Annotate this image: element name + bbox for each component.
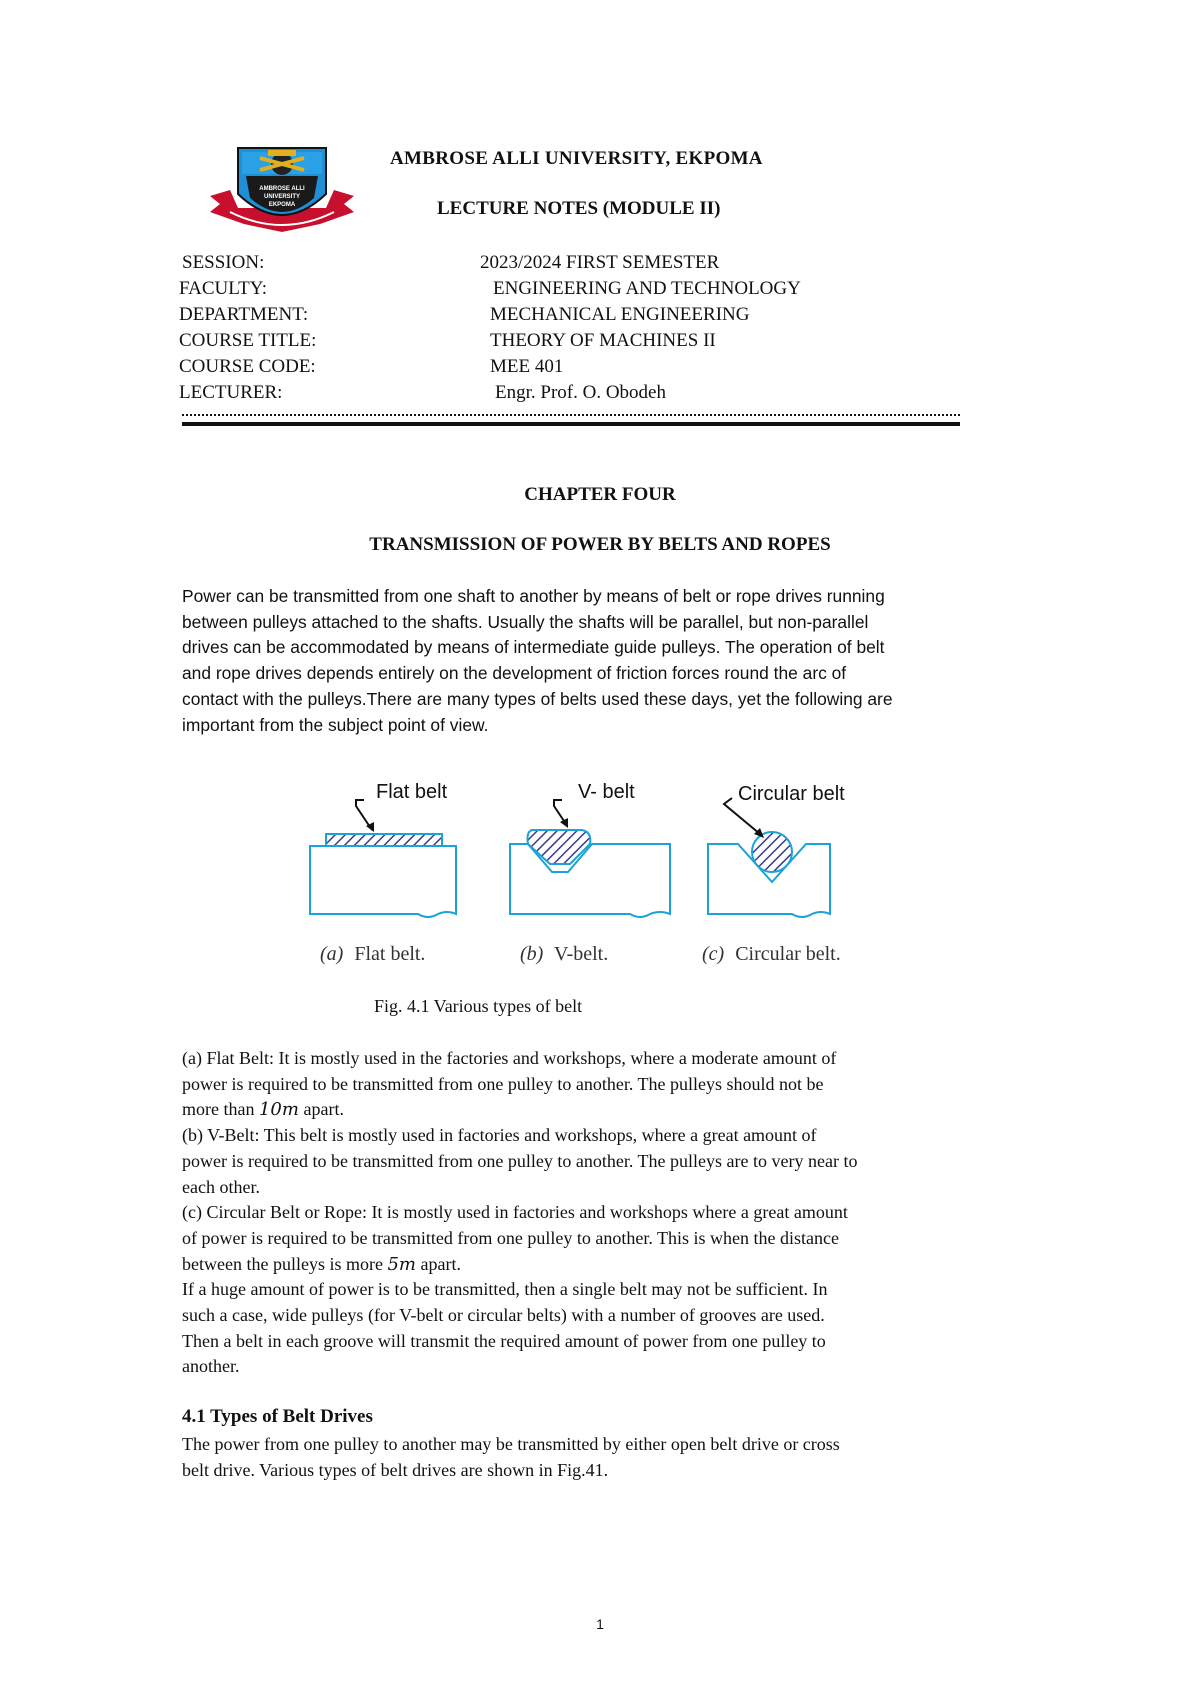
text-line: each other. xyxy=(182,1176,260,1197)
meta-value: MEE 401 xyxy=(490,356,564,377)
math-expression: 10m xyxy=(258,1099,299,1121)
meta-value: ENGINEERING AND TECHNOLOGY xyxy=(493,278,801,299)
dotted-divider xyxy=(182,414,960,416)
caption-text-a: Flat belt. xyxy=(354,943,426,965)
v-belt-diagram xyxy=(510,800,670,917)
course-info xyxy=(179,250,982,406)
figure-caption: Fig. 4.1 Various types of belt xyxy=(374,996,583,1016)
university-name: AMBROSE ALLI UNIVERSITY, EKPOMA xyxy=(390,148,763,169)
circular-belt-label: Circular belt xyxy=(738,783,845,805)
meta-key: LECTURER: xyxy=(179,382,283,403)
meta-value: MECHANICAL ENGINEERING xyxy=(490,304,750,325)
page-number: 1 xyxy=(596,1616,604,1632)
section-paragraph xyxy=(182,1432,1022,1483)
v-belt-label: V- belt xyxy=(578,781,635,803)
text-line: (b) V-Belt: This belt is mostly used in factories and workshops, where a great amount of xyxy=(182,1125,817,1146)
meta-key: SESSION: xyxy=(182,252,265,273)
meta-key: COURSE TITLE: xyxy=(179,330,317,351)
text-line: of power is required to be transmitted from one pulley to another. This is when the distance xyxy=(182,1227,840,1248)
text-line: contact with the pulleys.There are many types of belts used these days, yet the following are xyxy=(182,688,893,709)
text-line: power is required to be transmitted from one pulley to another. The pulleys should not be xyxy=(182,1073,824,1094)
math-expression: 5m xyxy=(387,1253,416,1275)
meta-row-course-title xyxy=(179,328,982,354)
text-line: between pulleys attached to the shafts. Usually the shafts will be parallel, but non-parallel xyxy=(182,611,869,632)
meta-value: THEORY OF MACHINES II xyxy=(490,330,716,351)
chapter-title: TRANSMISSION OF POWER BY BELTS AND ROPES xyxy=(369,534,831,555)
section-heading: 4.1 Types of Belt Drives xyxy=(182,1406,373,1427)
logo-text-line3: EKPOMA xyxy=(268,202,296,208)
svg-text:(a) Flat belt. xyxy=(320,943,425,965)
text-line: between the pulleys is more 5m apart. xyxy=(182,1253,461,1275)
meta-value: 2023/2024 FIRST SEMESTER xyxy=(480,252,720,273)
logo-text-line1: AMBROSE ALLI xyxy=(259,186,305,192)
meta-value: Engr. Prof. O. Obodeh xyxy=(495,382,666,403)
caption-text-b: V-belt. xyxy=(553,943,609,965)
text-line: power is required to be transmitted from one pulley to another. The pulleys are to very near to xyxy=(182,1150,858,1171)
text-line: important from the subject point of view. xyxy=(182,714,489,735)
belt-types-figure xyxy=(300,770,920,970)
meta-row-faculty xyxy=(179,276,982,302)
text-line: The power from one pulley to another may be transmitted by either open belt drive or cross xyxy=(182,1434,840,1454)
intro-paragraph xyxy=(182,584,1022,738)
flat-belt-diagram xyxy=(310,800,456,917)
meta-row-session xyxy=(182,250,982,276)
text-line: more than 10m apart. xyxy=(182,1099,344,1121)
university-logo xyxy=(208,138,356,240)
text-line: belt drive. Various types of belt drives are shown in Fig.41. xyxy=(182,1459,609,1480)
meta-row-course-code xyxy=(179,354,982,380)
text-line: such a case, wide pulleys (for V-belt or circular belts) with a number of grooves are used. xyxy=(182,1305,825,1326)
caption-text-c: Circular belt. xyxy=(735,943,841,965)
meta-row-lecturer xyxy=(179,380,982,406)
text-line: (c) Circular Belt or Rope: It is mostly used in factories and workshops where a great amount xyxy=(182,1202,848,1223)
svg-text:(c) Circular belt. xyxy=(702,943,841,965)
svg-text:(b) V-belt. xyxy=(520,943,608,965)
flat-belt-label: Flat belt xyxy=(376,781,448,803)
text-line: drives can be accommodated by means of intermediate guide pulleys. The operation of belt xyxy=(182,637,885,658)
text-line: another. xyxy=(182,1356,240,1377)
notes-title: LECTURE NOTES (MODULE II) xyxy=(437,198,721,219)
text-line: (a) Flat Belt: It is mostly used in the factories and workshops, where a moderate amount of xyxy=(182,1048,837,1068)
text-line: If a huge amount of power is to be transmitted, then a single belt may not be sufficient. In xyxy=(182,1279,828,1300)
logo-text-line2: UNIVERSITY xyxy=(263,194,301,200)
caption-letter-b: (b) xyxy=(520,943,544,965)
meta-key: FACULTY: xyxy=(179,278,267,299)
text-line: Power can be transmitted from one shaft to another by means of belt or rope drives running xyxy=(182,586,885,606)
text-line: Then a belt in each groove will transmit the required amount of power from one pulley to xyxy=(182,1330,826,1351)
thick-divider xyxy=(182,422,960,426)
text-line: and rope drives depends entirely on the development of friction forces round the arc of xyxy=(182,663,847,684)
chapter-number: CHAPTER FOUR xyxy=(524,484,676,505)
belt-types-text xyxy=(182,1046,1022,1380)
meta-key: DEPARTMENT: xyxy=(179,304,309,325)
caption-letter-c: (c) xyxy=(702,943,725,965)
circular-belt-diagram xyxy=(708,798,830,917)
caption-letter-a: (a) xyxy=(320,943,344,965)
meta-key: COURSE CODE: xyxy=(179,356,316,377)
meta-row-department xyxy=(179,302,982,328)
